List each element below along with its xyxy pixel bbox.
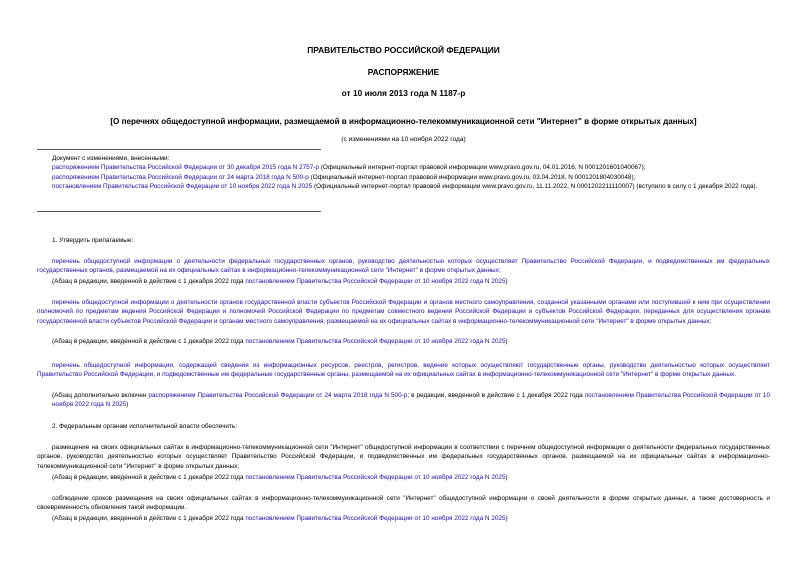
list2-item-placement: размещение на своих официальных сайтах в информационно-телекоммуникационной сети "Интернет" общедоступной информации в соответствии с перечнем общедоступной информации о деятельности федеральных государственных органов, руководство деятельностью которых осуществляет Правительство Российской Федерации, и подведомственных им федеральных государственных органов, размещаемой на их официальных сайтах в информационно-телекоммуникационной сети "Интернет" в форме открытых данных; xyxy=(37,444,770,470)
edit-note: (Абзац в редакции, введенной в действие с 1 декабря 2022 года постановлением Правительства Российской Федерации от 10 ноября 2022 года N 2025) xyxy=(52,474,508,481)
edit-note: (Абзац в редакции, введенной в действие с 1 декабря 2022 года постановлением Правительства Российской Федерации от 10 ноября 2022 года N 2025) xyxy=(52,515,508,522)
list1-item-federal xyxy=(37,257,770,276)
resolution-2025-link[interactable]: постановлением Правительства Российской Федерации от 10 ноября 2022 года N 2025 xyxy=(245,338,506,345)
list1-item-registries xyxy=(37,361,770,380)
amendment-link-2015[interactable]: распоряжением Правительства Российской Федерации от 30 декабря 2015 года N 2757-р xyxy=(52,164,319,172)
clause-1 xyxy=(37,236,770,245)
changes-box-bottom-divider xyxy=(37,211,321,212)
edit-note: (Абзац в редакции, введенной в действие с 1 декабря 2022 года постановлением Правительства Российской Федерации от 10 ноября 2022 года N 2025) xyxy=(52,278,508,285)
clause-2-heading: 2. Федеральным органам исполнительной власти обеспечить: xyxy=(52,423,237,430)
changes-box-top-divider xyxy=(37,149,321,150)
resolution-2025-link[interactable]: постановлением Правительства Российской Федерации от 10 ноября 2022 года N 2025 xyxy=(52,392,771,409)
amendment-source: (Официальный интернет-портал правовой информации www.pravo.gov.ru, 11.11.2022, N 0001202211110007) (вступило в силу с 1 декабря 2022 года). xyxy=(312,183,758,191)
changes-box-intro: Документ с изменениями, внесенными: xyxy=(52,155,170,162)
edit-note: (Абзац дополнительно включен распоряжением Правительства Российской Федерации от 24 марта 2018 года N 500-р; в редакции, введенной в действие с 1 декабря 2022 года постановлением Правительства Российской Федерации от 10 ноября 2022 года N 2025) xyxy=(52,392,771,409)
amendment-link-2018[interactable]: распоряжением Правительства Российской Федерации от 24 марта 2018 года N 500-р xyxy=(52,173,309,181)
changes-list-item xyxy=(37,182,770,191)
changes-list-item xyxy=(37,163,770,172)
document-date-number: от 10 июля 2013 года N 1187-р xyxy=(341,88,466,98)
resolution-2025-link[interactable]: постановлением Правительства Российской Федерации от 10 ноября 2022 года N 2025 xyxy=(245,515,506,522)
changes-list-item xyxy=(37,173,770,182)
amendment-source: (Официальный интернет-портал правовой информации www.pravo.gov.ru, 03.04.2018, N 0001201804030048); xyxy=(308,173,636,181)
government-heading: ПРАВИТЕЛЬСТВО РОССИЙСКОЙ ФЕДЕРАЦИИ xyxy=(307,45,500,55)
edit-note: (Абзац в редакции, введенной в действие с 1 декабря 2022 года постановлением Правительства Российской Федерации от 10 ноября 2022 года N 2025) xyxy=(52,338,508,345)
resolution-2025-link[interactable]: постановлением Правительства Российской Федерации от 10 ноября 2022 года N 2025 xyxy=(245,474,506,481)
list1-item-regional xyxy=(37,298,770,326)
clause-2 xyxy=(37,422,770,431)
clause-1-heading: 1. Утвердить прилагаемые: xyxy=(52,237,134,244)
regional-open-data-list-link[interactable]: перечень общедоступной информации о деятельности органов государственной власти субъектов Российской Федерации и органов местного самоуправления, созданной указанными органами или поступившей к ним при осуществлении полномочий по предметам ведения Российской Федерации и полномочий Российской Федерации по предметам совместного ведения Российской Федерации и субъектов Российской Федерации, переданных для осуществления органам государственной власти субъектов Российской Федерации и органам местного самоуправления, размещаемой на их официальных сайтах в информационно-телекоммуникационной сети "Интернет" в форме открытых данных; xyxy=(37,299,770,325)
amendment-source: (Официальный интернет-портал правовой информации www.pravo.gov.ru, 04.01.2016, N 0001201601040067); xyxy=(318,164,646,172)
changes-box xyxy=(37,154,770,192)
resolution-2025-link[interactable]: постановлением Правительства Российской Федерации от 10 ноября 2022 года N 2025 xyxy=(245,278,506,285)
document-title: [О перечнях общедоступной информации, размещаемой в информационно-телекоммуникационной сети "Интернет" в форме открытых данных] xyxy=(110,117,697,126)
federal-open-data-list-link[interactable]: перечень общедоступной информации о деятельности федеральных государственных органов, руководство деятельностью которых осуществляет Правительство Российской Федерации, и подведомственных им федеральных государственных органов, размещаемой на их официальных сайтах в информационно-телекоммуникационной сети "Интернет" в форме открытых данных; xyxy=(37,258,770,275)
changes-note: (с изменениями на 10 ноября 2022 года) xyxy=(341,136,466,143)
document-type-heading: РАСПОРЯЖЕНИЕ xyxy=(367,67,440,77)
list2-item-deadlines: соблюдение сроков размещения на своих официальных сайтах в информационно-телекоммуникационной сети "Интернет" общедоступной информации о своей деятельности в форме открытых данных, а также достоверность и своевременность обновления такой информации. xyxy=(37,495,770,512)
registries-open-data-list-link[interactable]: перечень общедоступной информации, содержащей сведения из информационных ресурсов, реестров, регистров, ведение которых осуществляют государственные органы, руководство деятельностью которых осуществляет Правительство Российской Федерации, и подведомственные им федеральные государственные органы, размещаемой на их официальных сайтах в информационно-телекоммуникационной сети "Интернет" в форме открытых данных. xyxy=(37,362,770,379)
amendment-link-2022[interactable]: постановлением Правительства Российской Федерации от 10 ноября 2022 года N 2025 xyxy=(52,183,313,191)
order-500-link[interactable]: распоряжением Правительства Российской Федерации от 24 марта 2018 года N 500-р xyxy=(148,392,408,399)
